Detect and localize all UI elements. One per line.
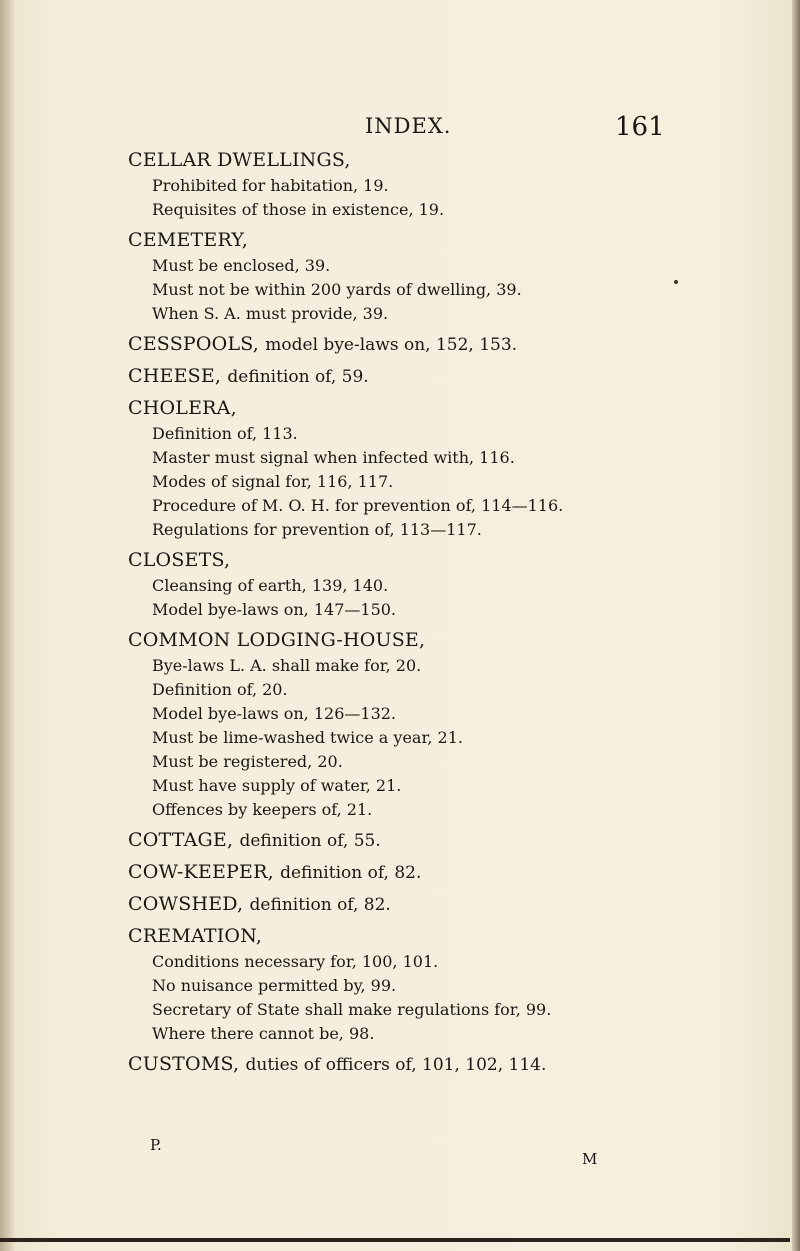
sub-entry: Secretary of State shall make regulations for, 99.: [152, 1000, 552, 1019]
index-entry: [128, 1050, 768, 1078]
headword-definition: definition of, 59.: [227, 367, 369, 387]
sub-entry: Procedure of M. O. H. for prevention of, 114—116.: [152, 496, 564, 515]
index-entry: [128, 362, 768, 390]
sub-entry: Where there cannot be, 98.: [152, 1024, 375, 1043]
index-entry: [128, 626, 768, 822]
page-number: 161: [615, 112, 665, 142]
entry-heading: [128, 890, 768, 918]
index-entry: [128, 394, 768, 542]
entry-heading: [128, 394, 768, 422]
headword: COWSHED,: [128, 893, 244, 915]
running-head: INDEX.: [365, 114, 452, 138]
sub-entry: Conditions necessary for, 100, 101.: [152, 952, 439, 971]
signature-marks: [0, 1136, 800, 1166]
sub-entry: Must be registered, 20.: [152, 752, 343, 771]
headword: CUSTOMS,: [128, 1053, 240, 1075]
entry-heading: [128, 146, 768, 174]
sub-entry: Definition of, 20.: [152, 680, 288, 699]
headword: CLOSETS,: [128, 549, 231, 571]
sub-entry: Must have supply of water, 21.: [152, 776, 402, 795]
sub-entry: Prohibited for habitation, 19.: [152, 176, 389, 195]
entry-heading: [128, 362, 768, 390]
sub-entry: Regulations for prevention of, 113—117.: [152, 520, 482, 539]
entry-heading: [128, 330, 768, 358]
sub-entry: Master must signal when infected with, 116.: [152, 448, 515, 467]
entry-heading: [128, 1050, 768, 1078]
sub-entry: Requisites of those in existence, 19.: [152, 200, 445, 219]
sub-entry: Bye-laws L. A. shall make for, 20.: [152, 656, 422, 675]
sub-entry: Must not be within 200 yards of dwelling, 39.: [152, 280, 522, 299]
index-entry: [128, 546, 768, 622]
headword: CHEESE,: [128, 365, 222, 387]
entry-heading: [128, 626, 768, 654]
sub-entry: Definition of, 113.: [152, 424, 298, 443]
bottom-edge-rule: [0, 1238, 790, 1242]
entry-heading: [128, 826, 768, 854]
sub-entry: Model bye-laws on, 147—150.: [152, 600, 397, 619]
index-entry: [128, 226, 768, 326]
headword: COW-KEEPER,: [128, 861, 274, 883]
index-entry: [128, 146, 768, 222]
page-edge: [792, 0, 800, 1251]
headword-definition: definition of, 55.: [239, 831, 381, 851]
sub-entry: Cleansing of earth, 139, 140.: [152, 576, 389, 595]
headword: COTTAGE,: [128, 829, 234, 851]
headword: CREMATION,: [128, 925, 263, 947]
entry-heading: [128, 546, 768, 574]
sub-entry: Offences by keepers of, 21.: [152, 800, 373, 819]
sub-entry: Modes of signal for, 116, 117.: [152, 472, 394, 491]
sub-entry: No nuisance permitted by, 99.: [152, 976, 397, 995]
headword: CHOLERA,: [128, 397, 237, 419]
entry-heading: [128, 226, 768, 254]
sub-entry: When S. A. must provide, 39.: [152, 304, 389, 323]
index-entry: [128, 922, 768, 1046]
index-entry: [128, 330, 768, 358]
headword: CESSPOOLS,: [128, 333, 260, 355]
sub-entry: Model bye-laws on, 126—132.: [152, 704, 397, 723]
headword-definition: model bye-laws on, 152, 153.: [265, 335, 518, 355]
headword: CELLAR DWELLINGS,: [128, 149, 351, 171]
index-entry: [128, 826, 768, 854]
signature-mark-right: M: [582, 1150, 598, 1168]
headword-definition: duties of officers of, 101, 102, 114.: [245, 1055, 547, 1075]
index-entry: [128, 890, 768, 918]
page-gutter: [0, 0, 14, 1251]
headword-definition: definition of, 82.: [280, 863, 422, 883]
entry-heading: [128, 922, 768, 950]
index-entries: [128, 146, 768, 1078]
headword-definition: definition of, 82.: [249, 895, 391, 915]
index-entry: [128, 858, 768, 886]
headword: CEMETERY,: [128, 229, 248, 251]
page-header: [0, 104, 800, 144]
entry-heading: [128, 858, 768, 886]
signature-mark-left: P.: [150, 1136, 162, 1154]
headword: COMMON LODGING-HOUSE,: [128, 629, 426, 651]
sub-entry: Must be enclosed, 39.: [152, 256, 331, 275]
sub-entry: Must be lime-washed twice a year, 21.: [152, 728, 463, 747]
